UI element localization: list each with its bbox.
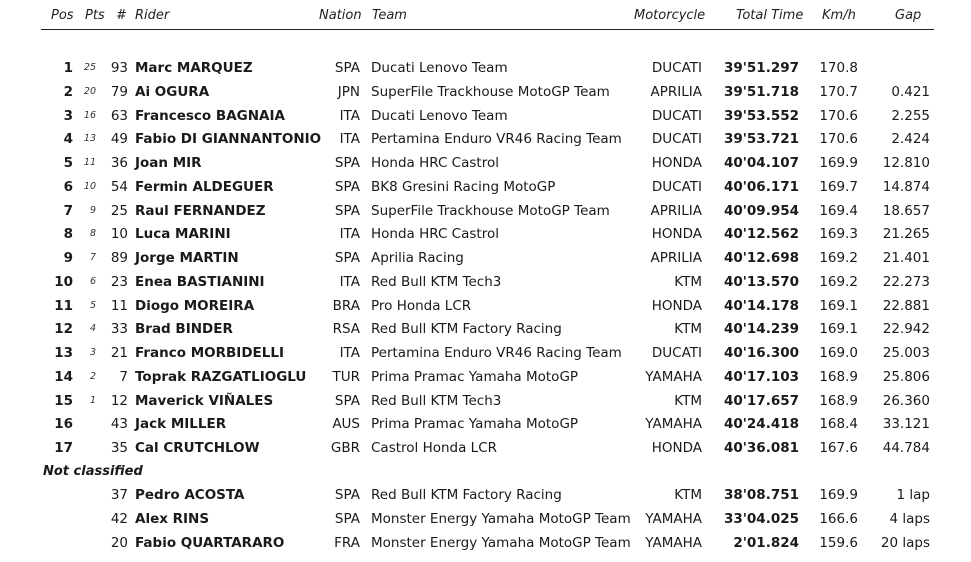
motorcycle-cell: DUCATI [651,107,702,124]
motorcycle-cell: DUCATI [651,131,702,148]
gap-cell: 44.784 [882,440,930,456]
not-classified-heading: Not classified [43,464,143,479]
total-time-cell: 40'36.081 [723,440,799,456]
position-cell: 10 [54,273,73,290]
points-cell: 7 [89,252,96,263]
motorcycle-cell: HONDA [651,226,702,243]
nation-cell: ITA [339,107,360,124]
table-row [0,366,971,388]
table-row [0,81,971,103]
rider-name-cell: Jack MILLER [135,416,227,433]
nation-cell: SPA [334,510,360,527]
total-time-cell: 40'13.570 [723,273,799,290]
nation-cell: ITA [339,131,360,148]
position-cell: 11 [54,297,73,314]
table-row [0,176,971,198]
rider-number-cell: 36 [110,155,128,171]
points-cell: 2 [89,370,96,382]
gap-cell: 2.255 [891,107,930,124]
rider-name-cell: Marc MARQUEZ [135,60,253,76]
speed-cell: 169.1 [819,297,858,314]
table-row [0,247,971,269]
header-team: Team [372,8,407,23]
nation-cell: SPA [334,487,360,503]
team-cell: Honda HRC Castrol [371,155,499,171]
gap-cell: 21.401 [882,250,930,266]
nation-cell: GBR [330,440,360,456]
speed-cell: 168.4 [819,416,858,433]
total-time-cell: 40'12.562 [723,226,799,243]
rider-name-cell: Luca MARINI [135,226,231,243]
nation-cell: RSA [332,321,360,338]
speed-cell: 167.6 [819,440,858,456]
points-cell: 8 [89,228,96,240]
rider-name-cell: Toprak RAZGATLIOGLU [135,368,307,385]
rider-name-cell: Ai OGURA [135,83,210,100]
position-cell: 16 [54,416,73,433]
rider-number-cell: 93 [110,60,128,76]
rider-number-cell: 10 [110,226,128,243]
gap-cell: 22.273 [882,273,930,290]
points-cell: 5 [89,299,96,311]
total-time-cell: 39'53.552 [723,107,799,124]
total-time-cell: 39'51.297 [723,60,799,76]
table-row [0,484,971,506]
total-time-cell: 38'08.751 [723,487,799,503]
table-row [0,390,971,412]
table-row [0,223,971,245]
team-cell: Honda HRC Castrol [371,226,499,243]
rider-number-cell: 35 [110,440,128,456]
rider-number-cell: 37 [110,487,128,503]
rider-name-cell: Franco MORBIDELLI [135,345,284,361]
speed-cell: 170.7 [819,83,858,100]
team-cell: Monster Energy Yamaha MotoGP Team [371,534,631,551]
motorcycle-cell: KTM [674,392,702,409]
nation-cell: JPN [337,83,360,100]
table-row [0,271,971,293]
total-time-cell: 40'24.418 [723,416,799,433]
rider-name-cell: Cal CRUTCHLOW [135,440,260,456]
speed-cell: 159.6 [819,534,858,551]
rider-name-cell: Francesco BAGNAIA [135,107,285,124]
total-time-cell: 2'01.824 [733,534,799,551]
nation-cell: ITA [339,345,360,361]
team-cell: Red Bull KTM Tech3 [371,392,502,409]
table-row [0,532,971,554]
rider-number-cell: 20 [110,534,128,551]
nation-cell: SPA [334,250,360,266]
speed-cell: 169.9 [819,155,858,171]
total-time-cell: 40'12.698 [723,250,799,266]
total-time-cell: 40'16.300 [723,345,799,361]
speed-cell: 169.0 [819,345,858,361]
table-row [0,342,971,364]
motorcycle-cell: DUCATI [651,60,702,76]
gap-cell: 4 laps [889,510,930,527]
rider-name-cell: Brad BINDER [135,321,233,338]
points-cell: 1 [89,394,96,406]
table-row [0,437,971,459]
motorcycle-cell: YAMAHA [645,534,702,551]
rider-number-cell: 54 [110,178,128,195]
rider-number-cell: 43 [110,416,128,433]
speed-cell: 170.6 [819,107,858,124]
speed-cell: 169.2 [819,250,858,266]
rider-name-cell: Fabio DI GIANNANTONIO [135,131,322,148]
nation-cell: TUR [332,368,360,385]
rider-name-cell: Fermin ALDEGUER [135,178,274,195]
speed-cell: 168.9 [819,368,858,385]
speed-cell: 169.9 [819,487,858,503]
team-cell: Aprilia Racing [371,250,464,266]
position-cell: 9 [63,250,73,266]
rider-number-cell: 89 [110,250,128,266]
team-cell: Ducati Lenovo Team [371,60,508,76]
motorcycle-cell: HONDA [651,297,702,314]
motorcycle-cell: APRILIA [650,250,702,266]
table-row [0,295,971,317]
gap-cell: 2.424 [891,131,930,148]
points-cell: 20 [83,85,96,97]
team-cell: Monster Energy Yamaha MotoGP Team [371,510,631,527]
header-gap: Gap [895,8,922,23]
rider-number-cell: 7 [119,368,128,385]
header-total-time: Total Time [736,8,804,23]
nation-cell: SPA [334,392,360,409]
motorcycle-cell: APRILIA [650,202,702,219]
header-nation: Nation [319,8,362,23]
team-cell: Castrol Honda LCR [371,440,498,456]
rider-number-cell: 12 [110,392,128,409]
total-time-cell: 40'17.103 [723,368,799,385]
position-cell: 13 [54,345,73,361]
header-divider [41,29,934,30]
position-cell: 2 [63,83,73,100]
team-cell: Pro Honda LCR [371,297,472,314]
team-cell: Ducati Lenovo Team [371,107,508,124]
speed-cell: 169.2 [819,273,858,290]
nation-cell: SPA [334,202,360,219]
total-time-cell: 39'53.721 [723,131,799,148]
header-number: # [116,8,127,23]
motorcycle-cell: HONDA [651,440,702,456]
header-rider: Rider [135,8,170,23]
rider-name-cell: Joan MIR [135,155,202,171]
points-cell: 13 [83,133,96,145]
points-cell: 16 [83,109,96,121]
table-row [0,57,971,79]
gap-cell: 0.421 [891,83,930,100]
motorcycle-cell: DUCATI [651,345,702,361]
team-cell: Pertamina Enduro VR46 Racing Team [371,131,622,148]
motorcycle-cell: YAMAHA [645,510,702,527]
gap-cell: 33.121 [882,416,930,433]
points-cell: 25 [83,62,96,73]
gap-cell: 22.942 [882,321,930,338]
total-time-cell: 33'04.025 [723,510,799,527]
gap-cell: 20 laps [880,534,930,551]
team-cell: SuperFile Trackhouse MotoGP Team [371,202,610,219]
nation-cell: SPA [334,60,360,76]
speed-cell: 169.1 [819,321,858,338]
team-cell: SuperFile Trackhouse MotoGP Team [371,83,610,100]
rider-number-cell: 63 [110,107,128,124]
rider-number-cell: 11 [110,297,128,314]
team-cell: Red Bull KTM Factory Racing [371,487,562,503]
position-cell: 14 [54,368,73,385]
table-row [0,318,971,340]
speed-cell: 168.9 [819,392,858,409]
total-time-cell: 40'04.107 [723,155,799,171]
points-cell: 6 [89,275,96,287]
motorcycle-cell: YAMAHA [645,416,702,433]
nation-cell: SPA [334,178,360,195]
points-cell: 4 [89,323,96,335]
gap-cell: 21.265 [882,226,930,243]
table-row [0,128,971,150]
team-cell: Red Bull KTM Factory Racing [371,321,562,338]
motorcycle-cell: YAMAHA [645,368,702,385]
nation-cell: BRA [332,297,360,314]
nation-cell: ITA [339,226,360,243]
header-pos: Pos [51,8,74,23]
motorcycle-cell: HONDA [651,155,702,171]
motorcycle-cell: KTM [674,273,702,290]
gap-cell: 1 lap [896,487,930,503]
gap-cell: 25.806 [882,368,930,385]
header-motorcycle: Motorcycle [634,8,706,23]
team-cell: Prima Pramac Yamaha MotoGP [371,368,579,385]
speed-cell: 170.8 [819,60,858,76]
position-cell: 6 [63,178,73,195]
gap-cell: 14.874 [882,178,930,195]
position-cell: 1 [63,60,73,76]
rider-number-cell: 42 [110,510,128,527]
header-kmh: Km/h [822,8,856,23]
position-cell: 8 [63,226,73,243]
total-time-cell: 40'14.178 [723,297,799,314]
gap-cell: 12.810 [882,155,930,171]
points-cell: 11 [83,157,96,168]
team-cell: Red Bull KTM Tech3 [371,273,502,290]
position-cell: 3 [63,107,73,124]
gap-cell: 18.657 [882,202,930,219]
total-time-cell: 40'09.954 [723,202,799,219]
rider-name-cell: Diogo MOREIRA [135,297,255,314]
position-cell: 17 [54,440,73,456]
position-cell: 5 [63,155,73,171]
nation-cell: ITA [339,273,360,290]
motorcycle-cell: DUCATI [651,178,702,195]
position-cell: 4 [63,131,73,148]
speed-cell: 169.4 [819,202,858,219]
rider-number-cell: 23 [110,273,128,290]
table-row [0,200,971,222]
table-row [0,105,971,127]
rider-name-cell: Alex RINS [135,510,210,527]
rider-name-cell: Enea BASTIANINI [135,273,265,290]
points-cell: 3 [89,347,96,358]
position-cell: 7 [63,202,73,219]
team-cell: BK8 Gresini Racing MotoGP [371,178,556,195]
table-row [0,152,971,174]
gap-cell: 26.360 [882,392,930,409]
points-cell: 9 [89,204,96,216]
motorcycle-cell: KTM [674,321,702,338]
rider-number-cell: 21 [110,345,128,361]
gap-cell: 22.881 [882,297,930,314]
nation-cell: SPA [334,155,360,171]
speed-cell: 169.7 [819,178,858,195]
speed-cell: 170.6 [819,131,858,148]
points-cell: 10 [83,180,96,192]
rider-number-cell: 49 [110,131,128,148]
total-time-cell: 39'51.718 [723,83,799,100]
motorcycle-cell: KTM [674,487,702,503]
speed-cell: 169.3 [819,226,858,243]
team-cell: Pertamina Enduro VR46 Racing Team [371,345,622,361]
rider-name-cell: Pedro ACOSTA [135,487,245,503]
rider-number-cell: 33 [110,321,128,338]
position-cell: 15 [54,392,73,409]
team-cell: Prima Pramac Yamaha MotoGP [371,416,579,433]
rider-name-cell: Fabio QUARTARARO [135,534,285,551]
nation-cell: FRA [334,534,360,551]
total-time-cell: 40'06.171 [723,178,799,195]
rider-name-cell: Jorge MARTIN [135,250,239,266]
header-pts: Pts [85,8,105,23]
motorcycle-cell: APRILIA [650,83,702,100]
gap-cell: 25.003 [882,345,930,361]
nation-cell: AUS [332,416,360,433]
table-row [0,508,971,530]
speed-cell: 166.6 [819,510,858,527]
rider-number-cell: 79 [110,83,128,100]
rider-name-cell: Maverick VIÑALES [135,392,274,409]
rider-name-cell: Raul FERNANDEZ [135,202,266,219]
position-cell: 12 [54,321,73,338]
total-time-cell: 40'14.239 [723,321,799,338]
table-row [0,413,971,435]
rider-number-cell: 25 [110,202,128,219]
total-time-cell: 40'17.657 [723,392,799,409]
